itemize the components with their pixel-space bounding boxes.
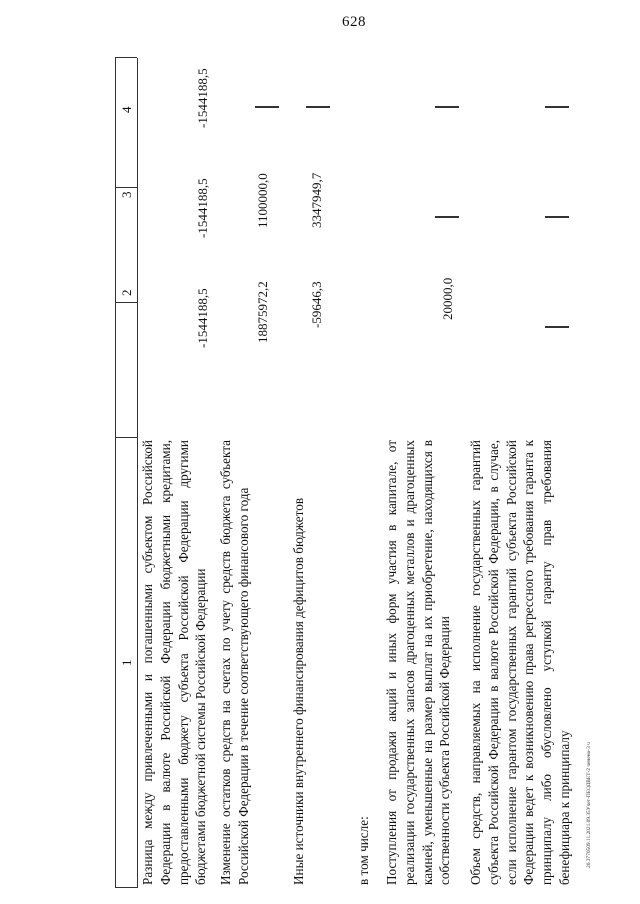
row-2-value-3: 1100000,0 (255, 173, 270, 228)
row-5-value-3-dash (435, 216, 459, 218)
row-5-value-2: 20000,0 (440, 277, 455, 320)
column-divider-3 (115, 302, 137, 303)
column-divider-2 (115, 437, 137, 438)
header-row-border (137, 58, 138, 888)
row-6-label: Объем средств, направляемых на исполнение государственных гарантий субъекта Российской Федерации в валюте Российской Федерации, в случае, если исполнение гарантом государственных гарантий субъекта Российской Федерации ведет к возникновению права регрессного требования гаранта к принципалу либо обусловлено уступкой гаранту прав требования бенефициара к принципалу (468, 440, 572, 885)
row-5-label: Поступления от продажи акций и иных форм участия в капитале, от реализации государственных запасов драгоценных металлов и драгоценных камней, уменьшенные на размер выплат на их приобретение, находящихся в собственности субъекта Российской Федерации (384, 440, 453, 885)
row-1-value-2: -1544188,5 (195, 288, 210, 348)
row-6-value-2-dash (545, 326, 569, 328)
row-1-label: Разница между привлеченными и погашенными субъектом Российской Федерации в валюте Российской Федерации бюджетными кредитами, предоставленными бюджету субъекта Российской Федерации другими бюджетами бюджетной системы Российской Федерации (140, 440, 209, 885)
header-col-3: 3 (119, 191, 134, 198)
column-divider-4 (115, 187, 137, 188)
page-number: 628 (342, 14, 366, 30)
row-6-value-4-dash (545, 106, 569, 108)
row-3-value-4-dash (306, 106, 330, 108)
header-col-2: 2 (119, 289, 134, 296)
row-6-value-3-dash (545, 216, 569, 218)
row-5-value-4-dash (435, 106, 459, 108)
row-3-label: Иные источники внутреннего финансирования дефицитов бюджетов (291, 497, 306, 885)
row-1-value-3: -1544188,5 (195, 178, 210, 238)
row-3-value-3: 3347949,7 (309, 172, 324, 228)
column-divider-5 (115, 57, 137, 58)
row-2-value-4-dash (255, 106, 279, 108)
table-top-border (115, 58, 116, 888)
row-3-value-2: -59646,3 (309, 281, 324, 328)
row-2-value-2: 18875972,2 (255, 281, 270, 343)
column-divider-1 (115, 887, 137, 888)
header-col-1: 1 (119, 659, 134, 666)
row-4-label: в том числе: (356, 816, 371, 885)
rotated-table (115, 48, 575, 888)
row-1-value-4: -1544188,5 (195, 68, 210, 128)
header-col-4: 4 (119, 106, 134, 113)
footer-stamp: 20.3770509.11.2021.09.35Учет-ПЕОДВЕТ-2 ченено-3 ч (586, 742, 592, 868)
row-2-label: Изменение остатков средств на счетах по учету средств бюджета субъекта Российской Федерации в течение соответствующего финансового года (218, 440, 251, 885)
